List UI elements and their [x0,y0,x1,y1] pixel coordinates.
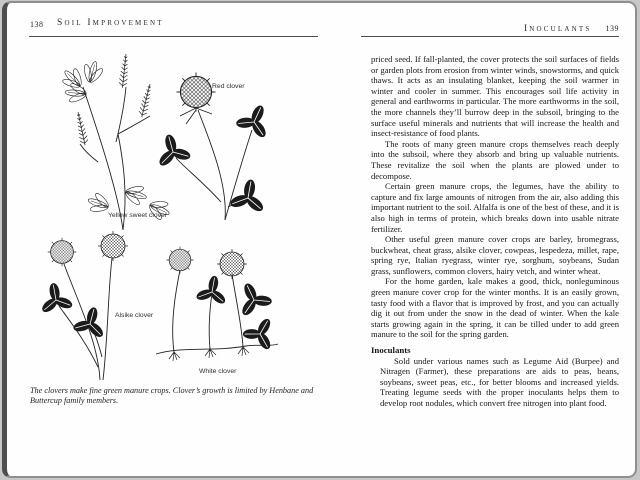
white-clover-illustration [156,247,283,362]
running-head-right: Inoculants [523,24,592,34]
running-head-left: Soil Improvement [57,18,164,28]
body-paragraph: For the home garden, kale makes a good, thick, nonleguminous green manure cover crop for the winter months. It is an easily grown, tasty food with a flavor that is improved by frost, and you can actually dig it out from under the snow in the dead of winter. When the kale starts growing again in the spring, it can be tilled under to add green manure to the soil for the spring garden. [371,276,619,340]
red-clover-label: Red clover [212,83,245,90]
running-head-right-group [361,18,619,36]
clover-illustrations [28,42,328,387]
yellow-sweet-clover-illustration [57,54,173,230]
header-rule-left [29,36,318,37]
body-paragraph: Certain green manure crops, the legumes, have the ability to capture and fix large amounts of nitrogen from the air, also adding this important nutrient to the soil. Alfalfa is one of the best of these, and it is also high in terms of protein, which breaks down into usable nitrate fertilizer. [371,181,619,234]
alsike-clover-label: Alsike clover [115,312,154,319]
yellow-sweet-clover-label: Yellow sweet clover [108,212,168,219]
white-clover-label: White clover [199,368,237,375]
alsike-clover-illustration [36,231,128,380]
body-paragraph: priced seed. If fall-planted, the cover protects the soil surfaces of fields or garden plots from erosion from winter winds, snowstorms, and quick thaws. It acts as an insulating blanket, keeping the soil warmer in winter and cooler in summer. This encourages soil life activity in general and earthworms in particular. The more earthworms in the soil, the more channels they’ll burrow deep in the subsoil, bringing to the surface useful minerals and nutrients that will increase the health and insect-resistance of food plants. [371,54,619,139]
body-text-column [371,54,619,409]
section-heading: Inoculants [371,345,411,356]
page-number-right: 139 [605,24,619,33]
section-paragraph: Sold under various names such as Legume Aid (Burpee) and Nitragen (Farmer), these preparations are aids to peas, beans, soybeans, sweet peas, etc., for better blooms and increased yields. Treating legume seeds with the proper inoculants helps them to develop root nodules, which convert free nitrogen into plant food. [380,355,619,408]
illustration-caption: The clovers make fine green manure crops. Clover’s growth is limited by Henbane and Buttercup family members. [30,386,314,406]
body-paragraph: Other useful green manure cover crops are barley, bromegrass, buckwheat, cheat grass, alsike clover, cowpeas, lespedeza, millet, rape, spring rye, Italian ryegrass, winter rye, sorghum, soybeans, Sudan grass, sunflowers, common clovers, hairy vetch, and winter wheat. [371,234,619,276]
body-paragraph: The roots of many green manure crops themselves reach deeply into the subsoil, where they absorb and bring up valuable nutrients. These revitalize the soil when the plants are plowed under to decompose. [371,138,619,181]
page-number-left: 138 [30,20,44,29]
header-rule-right [361,36,619,37]
red-clover-illustration [151,73,278,221]
